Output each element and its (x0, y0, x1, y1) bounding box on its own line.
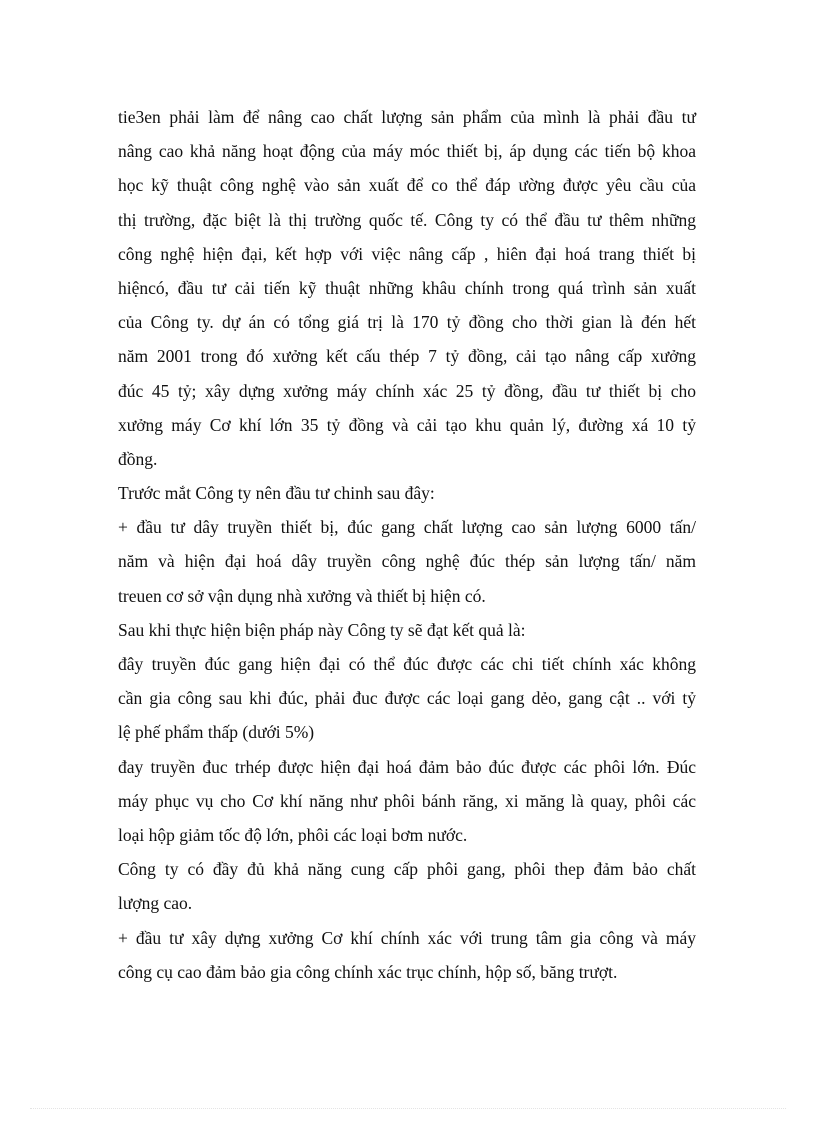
text-line: đây truyền đúc gang hiện đại có thể đúc được các chi tiết chính xác không (118, 654, 696, 674)
text-line: nâng cao khả năng hoạt động của máy móc thiết bị, áp dụng các tiến bộ khoa (118, 141, 696, 162)
text-line: đúc 45 tỷ; xây dựng xưởng máy chính xác 25 tỷ đồng, đầu tư thiết bị cho (118, 380, 696, 401)
text-line: + đầu tư dây truyền thiết bị, đúc gang chất lượng cao sản lượng 6000 tấn/ (118, 517, 696, 538)
text-line: treuen cơ sở vận dụng nhà xưởng và thiết bị hiện có. (118, 585, 486, 606)
text-line: + đầu tư xây dựng xưởng Cơ khí chính xác với trung tâm gia công và máy (118, 927, 696, 948)
page-bottom-divider (30, 1108, 786, 1109)
text-line: lệ phế phẩm thấp (dưới 5%) (118, 722, 315, 743)
text-line: đồng. (118, 448, 158, 469)
text-line: năm 2001 trong đó xưởng kết cấu thép 7 tỷ đồng, cải tạo nâng cấp xưởng (118, 346, 696, 367)
text-line: đay truyền đuc trhép được hiện đại hoá đảm bảo đúc được các phôi lớn. Đúc (118, 756, 696, 777)
text-line: công cụ cao đảm bảo gia công chính xác trục chính, hộp số, băng trượt. (118, 961, 618, 982)
text-line: năm và hiện đại hoá dây truyền công nghệ đúc thép sản lượng tấn/ năm (118, 551, 696, 572)
text-line: Sau khi thực hiện biện pháp này Công ty sẽ đạt kết quả là: (118, 619, 526, 640)
text-line: học kỹ thuật công nghệ vào sản xuất để co thể đáp ường được yêu cầu của (118, 175, 696, 196)
text-line: Trước mắt Công ty nên đầu tư chinh sau đây: (118, 483, 435, 504)
text-line: máy phục vụ cho Cơ khí năng như phôi bánh răng, xi măng là quay, phôi các (118, 790, 696, 811)
text-line: công nghệ hiện đại, kết hợp với việc nâng cấp , hiên đại hoá trang thiết bị (118, 243, 696, 264)
text-line: tie3en phải làm để nâng cao chất lượng sản phẩm của mình là phải đầu tư (118, 107, 696, 127)
document-page (118, 100, 696, 989)
text-line: xưởng máy Cơ khí lớn 35 tỷ đồng và cải tạo khu quản lý, đường xá 10 tỷ (118, 414, 696, 435)
text-line: hiệncó, đầu tư cải tiến kỹ thuật những khâu chính trong quá trình sản xuất (118, 277, 696, 298)
text-line: lượng cao. (118, 893, 193, 914)
text-line: thị trường, đặc biệt là thị trường quốc tế. Công ty có thể đầu tư thêm những (118, 209, 696, 230)
text-line: cần gia công sau khi đúc, phải đuc được các loại gang dẻo, gang cật .. với tỷ (118, 688, 696, 709)
text-line: Công ty có đầy đủ khả năng cung cấp phôi gang, phôi thep đảm bảo chất (118, 859, 696, 880)
text-line: loại hộp giảm tốc độ lớn, phôi các loại bơm nước. (118, 824, 468, 845)
text-line: của Công ty. dự án có tổng giá trị là 170 tỷ đồng cho thời gian là đén hết (118, 312, 696, 333)
